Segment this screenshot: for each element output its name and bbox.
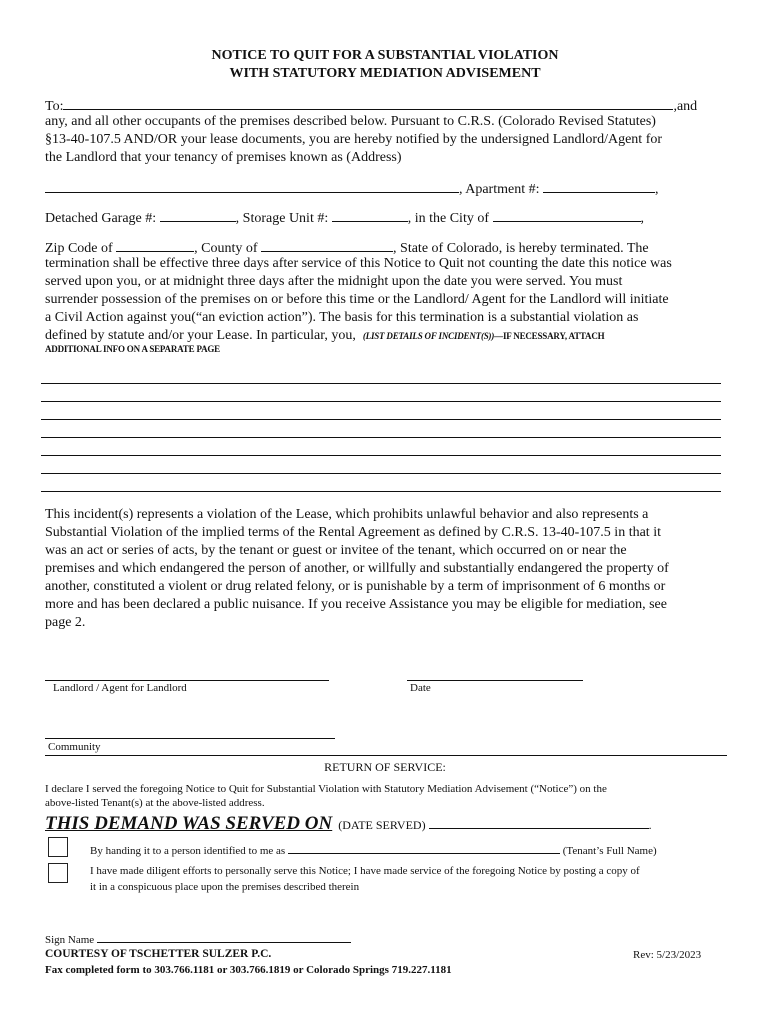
zip-field[interactable] bbox=[116, 237, 194, 252]
state-text: , State of Colorado, is hereby terminated. The bbox=[393, 241, 649, 256]
intro-line-2: any, and all other occupants of the premises described below. Pursuant to C.R.S. (Colorado Revised Statutes) bbox=[45, 114, 656, 129]
comma: , bbox=[640, 211, 644, 226]
if-necessary-instruction: —IF NECESSARY, ATTACH bbox=[494, 331, 605, 341]
option-2-line-1: I have made diligent efforts to personally serve this Notice; I have made service of the foregoing Notice by posting a copy of bbox=[90, 865, 640, 877]
termination-line-5 bbox=[45, 327, 725, 345]
zip-label: Zip Code of bbox=[45, 241, 113, 256]
personal-service-checkbox[interactable] bbox=[48, 837, 68, 857]
return-of-service-heading: RETURN OF SERVICE: bbox=[324, 760, 446, 774]
sign-name-field[interactable] bbox=[97, 932, 351, 943]
incident-line-3: was an act or series of acts, by the tenant or guest or invitee of the tenant, which occurred on or near the bbox=[45, 543, 627, 558]
termination-line-4: a Civil Action against you(“an eviction action”). The basis for this termination is a substantial violation as bbox=[45, 310, 639, 325]
posting-service-checkbox[interactable] bbox=[48, 863, 68, 883]
incident-line-6: more and has been declared a public nuisance. If you receive Assistance you may be eligible for mediation, see bbox=[45, 597, 667, 612]
tenant-name-field[interactable] bbox=[63, 95, 673, 110]
option-2-line-2: it in a conspicuous place upon the premises described therein bbox=[90, 881, 360, 893]
county-field[interactable] bbox=[261, 237, 393, 252]
address-row bbox=[45, 178, 725, 199]
revision-date: Rev: 5/23/2023 bbox=[633, 949, 702, 961]
incident-detail-line[interactable] bbox=[41, 473, 721, 474]
tenant-full-name-field[interactable] bbox=[288, 843, 560, 854]
to-label: To: bbox=[45, 99, 64, 114]
termination-line-2: served upon you, or at midnight three days after the midnight upon the date you were served. You must bbox=[45, 274, 623, 289]
termination-line-1: termination shall be effective three days after service of this Notice to Quit not counting the date this notice was bbox=[45, 256, 672, 271]
section-divider bbox=[45, 755, 727, 756]
date-served-field[interactable] bbox=[429, 817, 649, 829]
date-served-label: (DATE SERVED) bbox=[338, 818, 426, 832]
landlord-signature-line[interactable] bbox=[45, 680, 329, 681]
intro-line-3: §13-40-107.5 AND/OR your lease documents, you are hereby notified by the undersigned Landlord/Agent for bbox=[45, 132, 663, 147]
incident-detail-line[interactable] bbox=[41, 455, 721, 456]
and-label: ,and bbox=[673, 99, 698, 114]
storage-unit-label: , Storage Unit #: bbox=[235, 211, 329, 226]
sign-name-row bbox=[45, 932, 351, 946]
declare-line-2: above-listed Tenant(s) at the above-listed address. bbox=[45, 797, 265, 809]
detached-garage-label: Detached Garage #: bbox=[45, 211, 157, 226]
termination-line-5-text: defined by statute and/or your Lease. In particular, you, bbox=[45, 328, 356, 343]
demand-served-heading: THIS DEMAND WAS SERVED ON bbox=[45, 813, 333, 834]
storage-unit-field[interactable] bbox=[332, 207, 408, 222]
intro-line-4: the Landlord that your tenancy of premises known as (Address) bbox=[45, 150, 402, 165]
incident-detail-line[interactable] bbox=[41, 437, 721, 438]
additional-info-instruction: ADDITIONAL INFO ON A SEPARATE PAGE bbox=[45, 344, 220, 354]
demand-row bbox=[45, 813, 652, 835]
county-label: , County of bbox=[194, 241, 258, 256]
garage-field[interactable] bbox=[160, 207, 236, 222]
comma: , bbox=[655, 182, 659, 197]
list-details-instruction: (LIST DETAILS OF INCIDENT(S)) bbox=[362, 331, 495, 341]
incident-line-1: This incident(s) represents a violation of the Lease, which prohibits unlawful behavior and also represents a bbox=[45, 507, 649, 522]
city-field[interactable] bbox=[493, 207, 641, 222]
garage-row bbox=[45, 207, 725, 228]
period: . bbox=[648, 818, 652, 832]
document-title-line-1: NOTICE TO QUIT FOR A SUBSTANTIAL VIOLATION bbox=[211, 48, 559, 63]
courtesy-line: COURTESY OF TSCHETTER SULZER P.C. bbox=[45, 948, 272, 960]
fax-instructions: Fax completed form to 303.766.1181 or 303.766.1819 or Colorado Springs 719.227.1181 bbox=[45, 964, 452, 976]
incident-line-5: another, constituted a violent or drug related felony, or is punishable by a term of imprisonment of 6 months or bbox=[45, 579, 666, 594]
incident-detail-line[interactable] bbox=[41, 491, 721, 492]
incident-line-2: Substantial Violation of the implied terms of the Rental Agreement as defined by C.R.S. 13-40-107.5 in that it bbox=[45, 525, 661, 540]
incident-line-7: page 2. bbox=[45, 615, 86, 630]
option-1-text: By handing it to a person identified to me as bbox=[90, 845, 286, 857]
apartment-label: , Apartment #: bbox=[459, 182, 540, 197]
incident-line-4: premises and which endangered the person of another, or willfully and substantially endangered the property of bbox=[45, 561, 669, 576]
incident-detail-line[interactable] bbox=[41, 419, 721, 420]
termination-line-3: surrender possession of the premises on or before this time or the Landlord/ Agent for the Landlord will initiate bbox=[45, 292, 669, 307]
community-label: Community bbox=[48, 741, 101, 753]
apartment-field[interactable] bbox=[543, 178, 655, 193]
declare-line-1: I declare I served the foregoing Notice to Quit for Substantial Violation with Statutory Mediation Advisement (“Notice”) on the bbox=[45, 783, 607, 795]
community-line[interactable] bbox=[45, 738, 335, 739]
address-field[interactable] bbox=[45, 178, 459, 193]
tenant-full-name-label: (Tenant’s Full Name) bbox=[562, 845, 657, 857]
incident-detail-line[interactable] bbox=[41, 401, 721, 402]
date-label: Date bbox=[410, 682, 431, 694]
incident-detail-line[interactable] bbox=[41, 383, 721, 384]
document-title-line-2: WITH STATUTORY MEDIATION ADVISEMENT bbox=[229, 66, 541, 81]
city-label: , in the City of bbox=[407, 211, 489, 226]
landlord-agent-label: Landlord / Agent for Landlord bbox=[53, 682, 187, 694]
date-signature-line[interactable] bbox=[407, 680, 583, 681]
sign-name-label: Sign Name bbox=[45, 934, 95, 946]
option-1-row bbox=[90, 843, 657, 857]
